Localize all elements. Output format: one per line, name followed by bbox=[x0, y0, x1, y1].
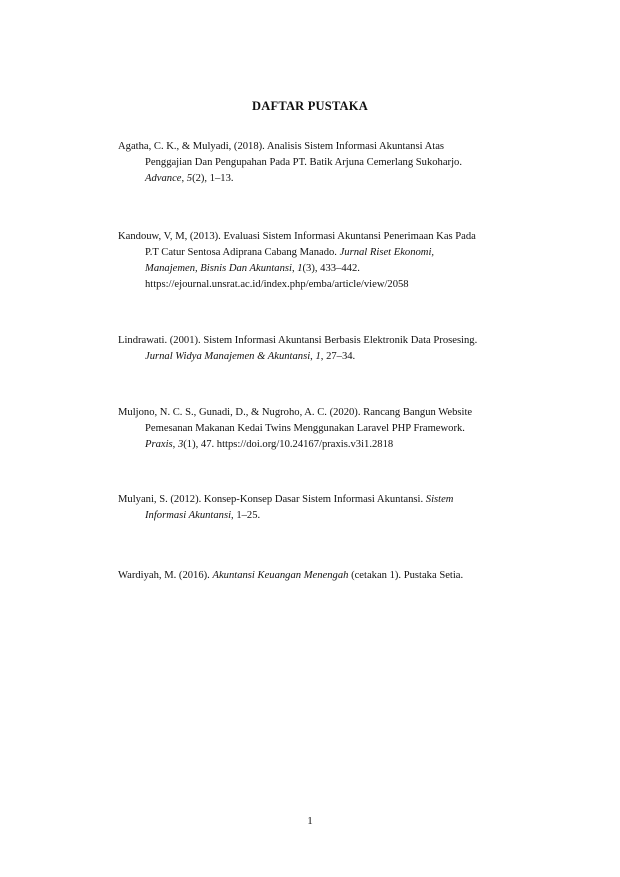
reference-entry bbox=[118, 492, 558, 524]
reference-text: Muljono, N. C. S., Gunadi, D., & Nugroho, A. C. (2020). Rancang Bangun Website bbox=[118, 407, 473, 418]
reference-line bbox=[118, 171, 558, 187]
reference-line bbox=[118, 333, 558, 349]
reference-text: , bbox=[172, 439, 178, 450]
reference-line bbox=[118, 492, 558, 508]
reference-text: (2), 1–13. bbox=[192, 173, 234, 184]
reference-entry bbox=[118, 568, 558, 584]
reference-journal: Informasi Akuntansi bbox=[145, 510, 232, 521]
reference-line bbox=[118, 421, 558, 437]
reference-text: Penggajian Dan Pengupahan Pada PT. Batik Arjuna Cemerlang Sukoharjo. bbox=[145, 157, 462, 168]
reference-book-title: Akuntansi Keuangan Menengah bbox=[212, 570, 349, 581]
reference-url: https://ejournal.unsrat.ac.id/index.php/emba/article/view/2058 bbox=[145, 279, 409, 290]
reference-entry bbox=[118, 229, 558, 293]
reference-text: , 1–25. bbox=[231, 510, 261, 521]
reference-volume: 3 bbox=[177, 439, 184, 450]
reference-entry bbox=[118, 405, 558, 453]
reference-volume: 5 bbox=[186, 173, 193, 184]
reference-journal: Manajemen, Bisnis Dan Akuntansi bbox=[145, 263, 292, 274]
reference-text: (3), 433–442. bbox=[302, 263, 360, 274]
reference-text: Wardiyah, M. (2016). bbox=[118, 570, 213, 581]
reference-journal: Jurnal Widya Manajemen & Akuntansi bbox=[145, 351, 311, 362]
reference-entry bbox=[118, 139, 558, 187]
reference-line bbox=[118, 245, 558, 261]
reference-text: P.T Catur Sentosa Adiprana Cabang Manado. bbox=[145, 247, 340, 258]
reference-line bbox=[118, 261, 558, 277]
reference-text: Lindrawati. (2001). Sistem Informasi Akuntansi Berbasis Elektronik Data Prosesing. bbox=[118, 335, 478, 346]
reference-text: (cetakan 1). Pustaka Setia. bbox=[348, 570, 464, 581]
reference-line bbox=[118, 437, 558, 453]
page-title: DAFTAR PUSTAKA bbox=[252, 99, 368, 113]
page-number: 1 bbox=[307, 815, 313, 827]
reference-text: , 27–34. bbox=[320, 351, 356, 362]
reference-journal: Jurnal Riset Ekonomi, bbox=[339, 247, 435, 258]
reference-volume: 1 bbox=[315, 351, 321, 362]
reference-line bbox=[118, 155, 558, 171]
reference-line bbox=[118, 349, 558, 365]
reference-line bbox=[118, 229, 558, 245]
reference-line bbox=[118, 139, 558, 155]
reference-text: , bbox=[310, 351, 316, 362]
reference-text: , bbox=[181, 173, 187, 184]
reference-text: Kandouw, V, M, (2013). Evaluasi Sistem Informasi Akuntansi Penerimaan Kas Pada bbox=[118, 231, 476, 242]
reference-line bbox=[118, 405, 558, 421]
reference-entry bbox=[118, 333, 558, 365]
reference-text: Pemesanan Makanan Kedai Twins Menggunakan Laravel PHP Framework. bbox=[145, 423, 465, 434]
reference-text: Agatha, C. K., & Mulyadi, (2018). Analisis Sistem Informasi Akuntansi Atas bbox=[118, 141, 445, 152]
reference-volume: 1 bbox=[297, 263, 303, 274]
reference-journal: Advance bbox=[145, 173, 182, 184]
reference-line bbox=[118, 568, 558, 584]
reference-text: (1), 47. https://doi.org/10.24167/praxis.v3i1.2818 bbox=[183, 439, 394, 450]
reference-journal: Praxis bbox=[145, 439, 173, 450]
reference-line bbox=[118, 508, 558, 524]
reference-text: Mulyani, S. (2012). Konsep-Konsep Dasar Sistem Informasi Akuntansi. bbox=[118, 494, 426, 505]
reference-journal: Sistem bbox=[425, 494, 454, 505]
reference-text: , bbox=[291, 263, 298, 274]
